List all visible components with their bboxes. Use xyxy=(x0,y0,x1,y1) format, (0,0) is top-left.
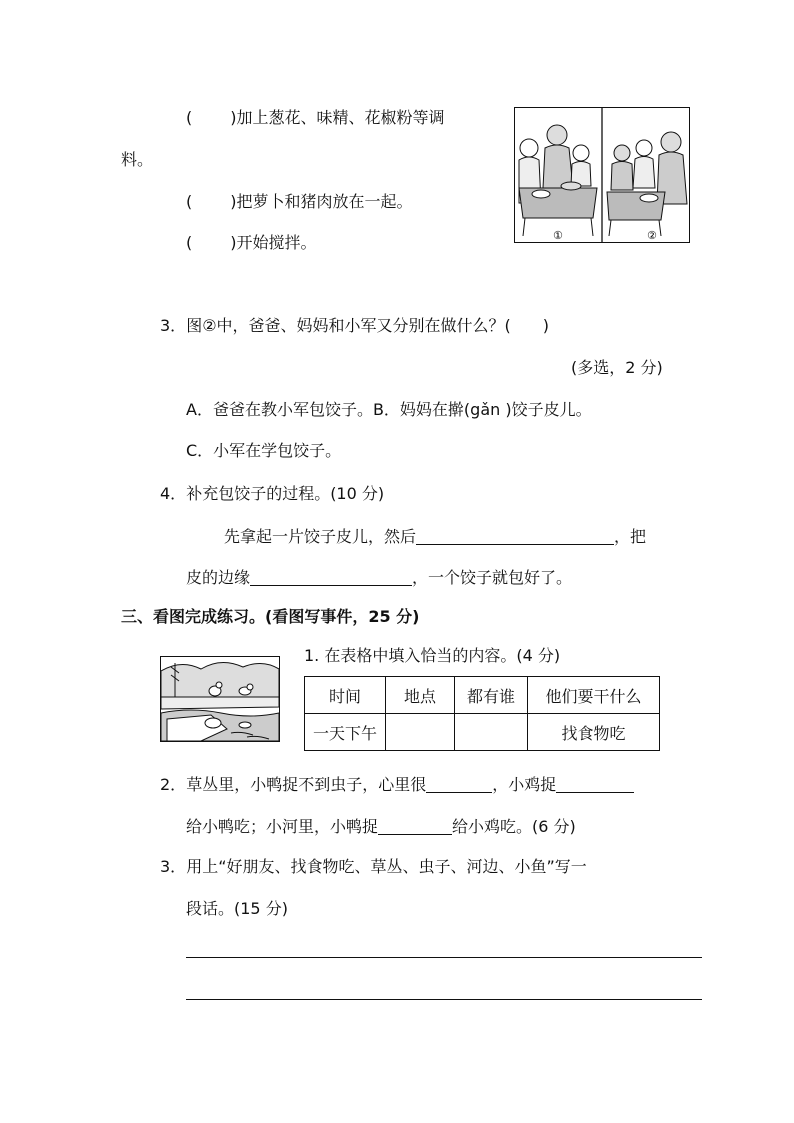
item-b xyxy=(186,194,413,210)
item-a-continued: 料。 xyxy=(121,150,154,169)
open-paren: ( xyxy=(186,233,193,252)
writing-line-1[interactable] xyxy=(186,957,702,958)
q4-fill-line-2 xyxy=(186,569,572,586)
q3-note: (多选，2 分) xyxy=(571,358,663,377)
q4-fill-line-1 xyxy=(224,528,646,545)
q4-line1-a: 先拿起一片饺子皮儿，然后 xyxy=(224,527,417,546)
q4-text: 补充包饺子的过程。(10 分) xyxy=(186,484,385,503)
section3-heading: 三、看图完成练习。(看图写事件，25 分) xyxy=(121,607,420,626)
table-cell-who[interactable] xyxy=(455,714,528,751)
s3-q3-text: 用上“好朋友、找食物吃、草丛、虫子、河边、小鱼”写一 xyxy=(186,857,587,876)
table-header-place: 地点 xyxy=(386,677,455,714)
s3-q2-blank-3[interactable] xyxy=(378,818,452,835)
section3-q1: 1. 在表格中填入恰当的内容。(4 分) xyxy=(304,646,561,665)
family-scene-icon xyxy=(515,108,689,242)
q4-line1-b: ，把 xyxy=(614,527,647,546)
panel-label-2: ② xyxy=(647,229,657,242)
s3-q2-text-b: ，小鸡捉 xyxy=(492,775,557,794)
s3-q2-line-1 xyxy=(160,776,634,793)
table-cell-time: 一天下午 xyxy=(305,714,386,751)
pond-scene-icon xyxy=(161,657,279,741)
table-row xyxy=(305,714,660,751)
q3-option-row-1 xyxy=(186,402,592,418)
s3-q2-text-d: 给小鸡吃。(6 分) xyxy=(452,817,576,836)
writing-line-2[interactable] xyxy=(186,999,702,1000)
q4-blank-2[interactable] xyxy=(250,569,412,586)
table-cell-doing: 找食物吃 xyxy=(528,714,660,751)
table-header-row xyxy=(305,677,660,714)
item-a xyxy=(186,110,445,126)
s3-q2-text-a: 草丛里，小鸭捉不到虫子，心里很 xyxy=(186,775,427,794)
s3-q2-number: 2． xyxy=(160,775,187,794)
open-paren: ( xyxy=(186,192,193,211)
info-table xyxy=(304,676,660,751)
q4-blank-1[interactable] xyxy=(416,528,614,545)
table-header-who: 都有谁 xyxy=(455,677,528,714)
q3-line xyxy=(160,318,549,334)
item-c xyxy=(186,235,317,251)
item-a-text: )加上葱花、味精、花椒粉等调 xyxy=(230,108,445,127)
open-paren: ( xyxy=(186,108,193,127)
table-cell-place[interactable] xyxy=(386,714,455,751)
table-header-doing: 他们要干什么 xyxy=(528,677,660,714)
q4-line2-b: ，一个饺子就包好了。 xyxy=(412,568,573,587)
item-b-text: )把萝卜和猪肉放在一起。 xyxy=(230,192,413,211)
q3-option-c[interactable]: C．小军在学包饺子。 xyxy=(186,441,342,460)
s3-q3-line-2: 段话。(15 分) xyxy=(186,899,288,918)
q4-line2-a: 皮的边缘 xyxy=(186,568,251,587)
dumpling-family-illustration xyxy=(514,107,690,243)
q3-option-a[interactable]: A．爸爸在教小军包饺子。 xyxy=(186,400,373,419)
q4-number: 4． xyxy=(160,484,187,503)
s3-q2-blank-2[interactable] xyxy=(556,776,634,793)
pond-illustration xyxy=(160,656,280,742)
q3-number: 3． xyxy=(160,316,187,335)
s3-q2-line-2 xyxy=(186,818,576,835)
q3-text: 图②中，爸爸、妈妈和小军又分别在做什么？( xyxy=(186,316,511,335)
s3-q3-line-1 xyxy=(160,859,587,875)
s3-q2-blank-1[interactable] xyxy=(426,776,492,793)
panel-label-1: ① xyxy=(553,229,563,242)
s3-q3-number: 3． xyxy=(160,857,187,876)
s3-q2-text-c: 给小鸭吃；小河里，小鸭捉 xyxy=(186,817,379,836)
table-header-time: 时间 xyxy=(305,677,386,714)
q3-close-paren: ) xyxy=(542,316,550,335)
item-c-text: )开始搅拌。 xyxy=(230,233,317,252)
q4-line xyxy=(160,486,384,502)
q3-option-b[interactable]: B．妈妈在擀(gǎn )饺子皮儿。 xyxy=(372,400,592,419)
